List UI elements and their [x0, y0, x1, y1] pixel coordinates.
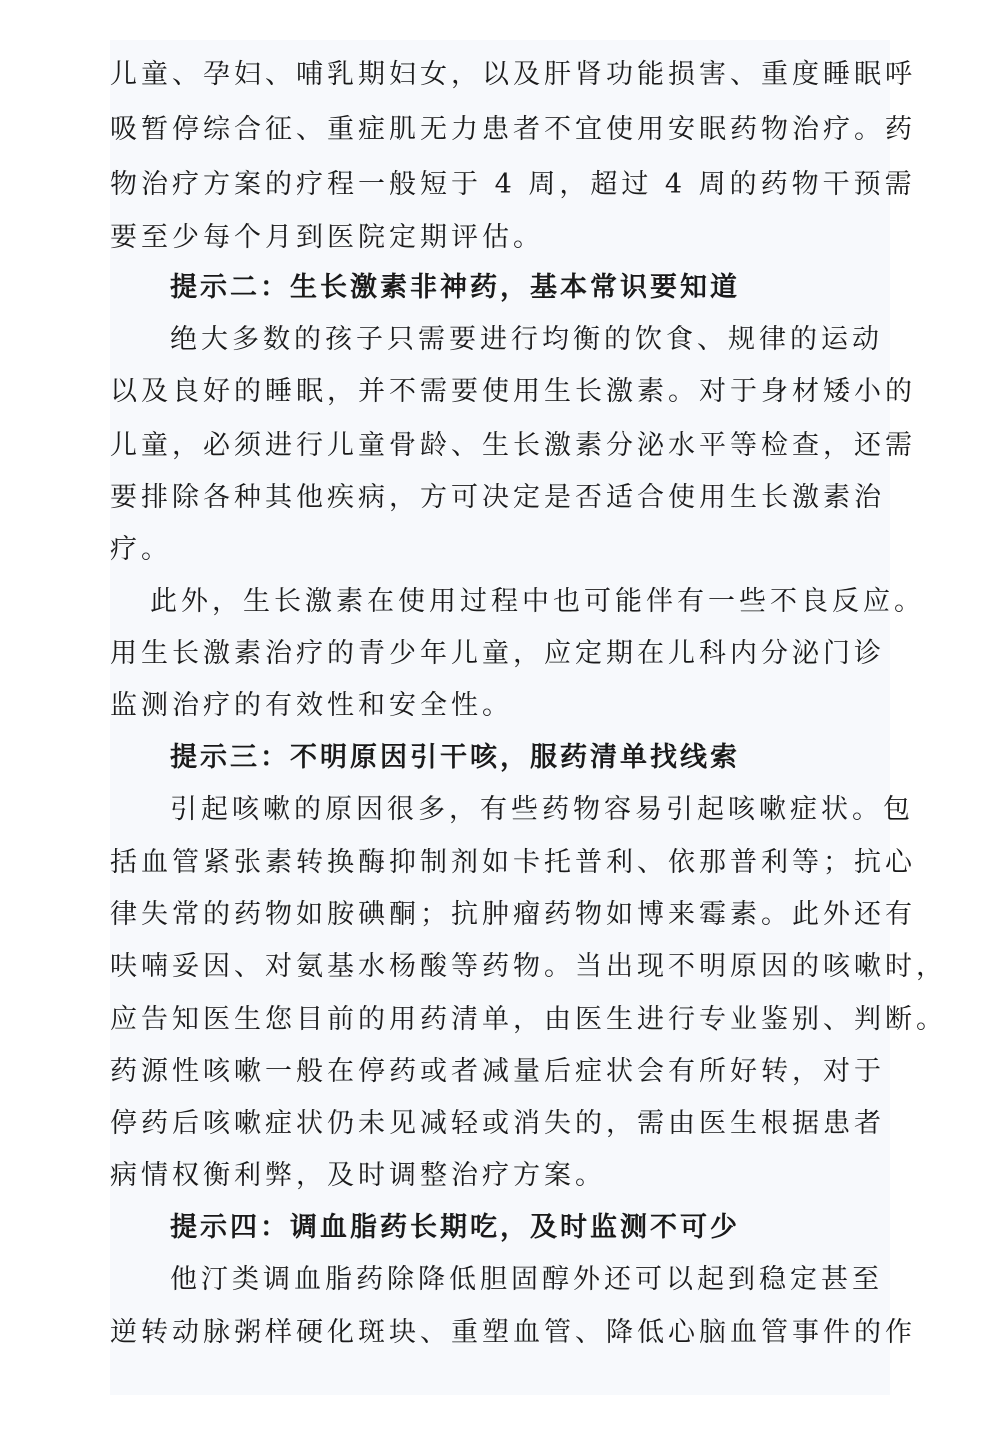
paragraph-line: 应告知医生您目前的用药清单，由医生进行专业鉴别、判断。 [110, 1004, 947, 1035]
paragraph-line: 儿童，必须进行儿童骨龄、生长激素分泌水平等检查，还需 [110, 430, 916, 461]
paragraph-line: 停药后咳嗽症状仍未见减轻或消失的，需由医生根据患者 [110, 1108, 885, 1139]
paragraph-line: 律失常的药物如胺碘酮；抗肿瘤药物如博来霉素。此外还有 [110, 899, 916, 930]
paragraph-line: 病情权衡利弊，及时调整治疗方案。 [110, 1160, 606, 1191]
paragraph-line: 要排除各种其他疾病，方可决定是否适合使用生长激素治 [110, 482, 885, 513]
paragraph-line: 物治疗方案的疗程一般短于 4 周，超过 4 周的药物干预需 [110, 169, 916, 200]
section-heading-tip-4: 提示四：调血脂药长期吃，及时监测不可少 [170, 1212, 740, 1243]
section-heading-tip-3: 提示三：不明原因引干咳，服药清单找线索 [170, 742, 740, 773]
paragraph-line: 逆转动脉粥样硬化斑块、重塑血管、降低心脑血管事件的作 [110, 1317, 916, 1348]
section-heading-tip-2: 提示二：生长激素非神药，基本常识要知道 [170, 272, 740, 303]
paragraph-line: 用生长激素治疗的青少年儿童，应定期在儿科内分泌门诊 [110, 638, 885, 669]
paragraph-line: 绝大多数的孩子只需要进行均衡的饮食、规律的运动 [170, 324, 883, 355]
paragraph-line: 引起咳嗽的原因很多，有些药物容易引起咳嗽症状。包 [170, 794, 914, 825]
paragraph-line: 呋喃妥因、对氨基水杨酸等药物。当出现不明原因的咳嗽时， [110, 951, 947, 982]
paragraph-line: 他汀类调血脂药除降低胆固醇外还可以起到稳定甚至 [170, 1264, 883, 1295]
paragraph-line: 药源性咳嗽一般在停药或者减量后症状会有所好转，对于 [110, 1056, 885, 1087]
paragraph-line: 此外，生长激素在使用过程中也可能伴有一些不良反应。 [150, 586, 925, 617]
paragraph-line: 括血管紧张素转换酶抑制剂如卡托普利、依那普利等；抗心 [110, 847, 916, 878]
paragraph-line: 以及良好的睡眠，并不需要使用生长激素。对于身材矮小的 [110, 376, 916, 407]
paragraph-line: 疗。 [110, 534, 172, 565]
paragraph-line: 儿童、孕妇、哺乳期妇女，以及肝肾功能损害、重度睡眠呼 [110, 59, 916, 90]
paragraph-line: 要至少每个月到医院定期评估。 [110, 222, 544, 253]
paragraph-line: 监测治疗的有效性和安全性。 [110, 690, 513, 721]
paragraph-line: 吸暂停综合征、重症肌无力患者不宜使用安眠药物治疗。药 [110, 114, 916, 145]
